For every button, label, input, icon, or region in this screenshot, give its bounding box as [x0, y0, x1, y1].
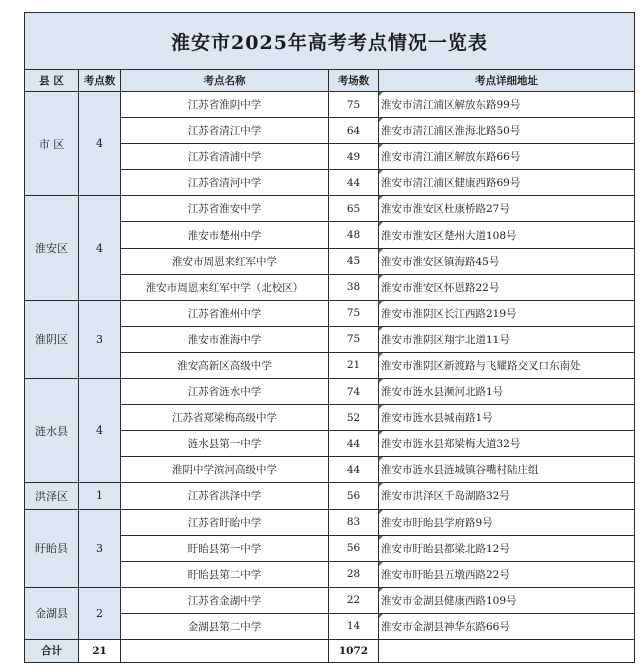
total-row	[25, 639, 635, 662]
address-cell: 淮安市淮阴区翔宇北道11号	[379, 326, 635, 352]
school-name-cell: 淮安市楚州中学	[121, 222, 329, 248]
address-cell: 淮安市淮安区楚州大道108号	[379, 222, 635, 248]
school-name-cell: 江苏省盱眙中学	[121, 509, 329, 535]
address-cell: 淮安市金湖县神华东路66号	[379, 613, 635, 639]
school-name-cell: 江苏省金湖中学	[121, 587, 329, 613]
school-name-cell: 淮安市周恩来红军中学	[121, 248, 329, 274]
total-label: 合计	[25, 639, 79, 662]
school-name-cell: 江苏省涟水中学	[121, 379, 329, 405]
address-cell: 淮安市盱眙县五墩西路22号	[379, 561, 635, 587]
room-count-cell: 52	[329, 405, 379, 431]
table-row	[25, 300, 635, 326]
exam-site-table	[24, 12, 635, 663]
address-cell: 淮安市清江浦区解放东路99号	[379, 92, 635, 118]
school-name-cell: 江苏省郑梁梅高级中学	[121, 405, 329, 431]
room-count-cell: 49	[329, 144, 379, 170]
school-name-cell: 淮安市周恩来红军中学（北校区）	[121, 274, 329, 300]
header-rooms: 考场数	[329, 70, 379, 92]
address-cell: 淮安市盱眙县学府路9号	[379, 509, 635, 535]
school-name-cell: 淮安市淮海中学	[121, 326, 329, 352]
total-blank-address	[379, 639, 635, 662]
room-count-cell: 64	[329, 118, 379, 144]
table-row	[25, 587, 635, 613]
school-name-cell: 淮安高新区高级中学	[121, 352, 329, 378]
table-title: 淮安市2025年高考考点情况一览表	[25, 13, 635, 70]
title-row	[25, 13, 635, 70]
total-rooms: 1072	[329, 639, 379, 662]
site-count-cell: 2	[79, 587, 121, 639]
address-cell: 淮安市涟水县涟城镇谷嘴村陆庄组	[379, 457, 635, 483]
site-count-cell: 3	[79, 509, 121, 587]
address-cell: 淮安市淮阴区长江西路219号	[379, 300, 635, 326]
room-count-cell: 83	[329, 509, 379, 535]
exam-site-sheet	[24, 12, 634, 663]
address-cell: 淮安市淮安区怀恩路22号	[379, 274, 635, 300]
room-count-cell: 75	[329, 326, 379, 352]
address-cell: 淮安市淮安区镇海路45号	[379, 248, 635, 274]
address-cell: 淮安市清江浦区淮海北路50号	[379, 118, 635, 144]
address-cell: 淮安市涟水县濒河北路1号	[379, 379, 635, 405]
school-name-cell: 江苏省淮安中学	[121, 196, 329, 222]
site-count-cell: 4	[79, 92, 121, 196]
total-sites: 21	[79, 639, 121, 662]
district-cell: 盱眙县	[25, 509, 79, 587]
school-name-cell: 江苏省洪泽中学	[121, 483, 329, 509]
site-count-cell: 3	[79, 300, 121, 378]
header-site-count: 考点数	[79, 70, 121, 92]
header-address: 考点详细地址	[379, 70, 635, 92]
address-cell: 淮安市盱眙县都梁北路12号	[379, 535, 635, 561]
table-row	[25, 483, 635, 509]
address-cell: 淮安市淮阴区新渡路与飞耀路交叉口东南处	[379, 352, 635, 378]
address-cell: 淮安市涟水县郑梁梅大道32号	[379, 431, 635, 457]
room-count-cell: 28	[329, 561, 379, 587]
address-cell: 淮安市涟水县城南路1号	[379, 405, 635, 431]
address-cell: 淮安市洪泽区千岛湖路32号	[379, 483, 635, 509]
table-row	[25, 196, 635, 222]
school-name-cell: 涟水县第一中学	[121, 431, 329, 457]
header-row	[25, 70, 635, 92]
room-count-cell: 65	[329, 196, 379, 222]
room-count-cell: 48	[329, 222, 379, 248]
school-name-cell: 金湖县第二中学	[121, 613, 329, 639]
room-count-cell: 44	[329, 457, 379, 483]
table-body	[25, 92, 635, 640]
district-cell: 淮阴区	[25, 300, 79, 378]
site-count-cell: 4	[79, 196, 121, 300]
district-cell: 金湖县	[25, 587, 79, 639]
room-count-cell: 74	[329, 379, 379, 405]
room-count-cell: 75	[329, 300, 379, 326]
school-name-cell: 盱眙县第二中学	[121, 561, 329, 587]
district-cell: 市 区	[25, 92, 79, 196]
header-school: 考点名称	[121, 70, 329, 92]
school-name-cell: 江苏省清江中学	[121, 118, 329, 144]
site-count-cell: 4	[79, 379, 121, 483]
room-count-cell: 44	[329, 170, 379, 196]
district-cell: 洪泽区	[25, 483, 79, 509]
site-count-cell: 1	[79, 483, 121, 509]
room-count-cell: 22	[329, 587, 379, 613]
district-cell: 涟水县	[25, 379, 79, 483]
school-name-cell: 江苏省淮州中学	[121, 300, 329, 326]
school-name-cell: 江苏省清浦中学	[121, 144, 329, 170]
table-row	[25, 509, 635, 535]
room-count-cell: 14	[329, 613, 379, 639]
total-blank-school	[121, 639, 329, 662]
room-count-cell: 21	[329, 352, 379, 378]
school-name-cell: 盱眙县第一中学	[121, 535, 329, 561]
room-count-cell: 56	[329, 483, 379, 509]
header-district: 县 区	[25, 70, 79, 92]
table-row	[25, 92, 635, 118]
room-count-cell: 44	[329, 431, 379, 457]
table-row	[25, 379, 635, 405]
room-count-cell: 75	[329, 92, 379, 118]
school-name-cell: 淮阴中学滨河高级中学	[121, 457, 329, 483]
address-cell: 淮安市淮安区杜康桥路27号	[379, 196, 635, 222]
school-name-cell: 江苏省淮阴中学	[121, 92, 329, 118]
room-count-cell: 38	[329, 274, 379, 300]
address-cell: 淮安市金湖县健康西路109号	[379, 587, 635, 613]
room-count-cell: 45	[329, 248, 379, 274]
address-cell: 淮安市清江浦区健康西路69号	[379, 170, 635, 196]
school-name-cell: 江苏省清河中学	[121, 170, 329, 196]
room-count-cell: 56	[329, 535, 379, 561]
district-cell: 淮安区	[25, 196, 79, 300]
address-cell: 淮安市清江浦区解放东路66号	[379, 144, 635, 170]
